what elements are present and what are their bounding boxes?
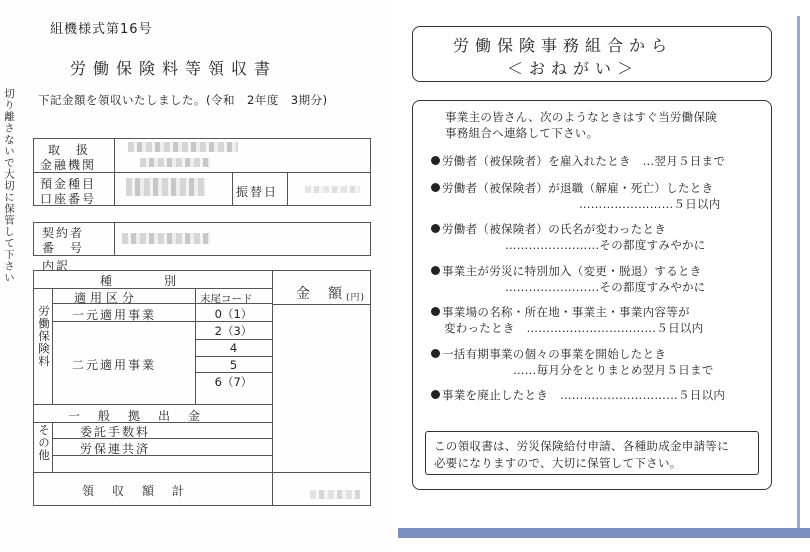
notice-item-close-business: 事業を廃止したとき …………………………５日以内 bbox=[431, 387, 725, 403]
notice-body-box bbox=[412, 100, 772, 490]
commission-label: 委託手数料 bbox=[80, 425, 151, 439]
redacted-transfer-date bbox=[305, 186, 360, 193]
intro-line-2: 事務組合へ連絡して下さい。 bbox=[445, 126, 599, 140]
notice-item-retire: 労働者（被保険者）が退職（解雇・死亡）したとき bbox=[431, 180, 713, 196]
end-code-header: 末尾コード bbox=[200, 293, 253, 305]
keep-receipt-box bbox=[425, 431, 759, 475]
notice-item-workplace-change: 事業場の名称・所在地・事業主・事業内容等が bbox=[431, 304, 690, 320]
end-code-cell: 0（1） bbox=[214, 307, 253, 321]
total-label: 領 収 額 計 bbox=[82, 484, 188, 498]
account-number-label: 口座番号 bbox=[40, 192, 97, 206]
keep-receipt-line-2: 必要になりますので、大切に保管して下さい。 bbox=[434, 456, 682, 470]
notice-item-hire: 労働者（被保険者）を雇入れたとき …翌月５日まで bbox=[431, 153, 725, 169]
notice-item-fixed-term-deadline: ……毎月分をとりまとめ翌月５日まで bbox=[513, 363, 714, 377]
end-code-cell: 6（7） bbox=[214, 375, 253, 389]
intro-line-1: 事業主の皆さん、次のようなときはすぐ当労働保険 bbox=[445, 110, 718, 124]
receipt-note: 下記金額を領収いたしました。(令和 2年度 3期分) bbox=[38, 93, 328, 107]
bullet-icon bbox=[431, 183, 440, 192]
notice-item-name-change: 労働者（被保険者）の氏名が変わったとき bbox=[431, 221, 666, 237]
category-header: 種 別 bbox=[100, 274, 181, 288]
mutual-aid-label: 労保連共済 bbox=[80, 442, 151, 456]
notice-item-fixed-term: 一括有期事業の個々の事業を開始したとき bbox=[431, 346, 666, 362]
dual-business-label: 二元適用事業 bbox=[72, 358, 157, 372]
bank-label-2: 金融機関 bbox=[40, 158, 97, 172]
bullet-icon bbox=[431, 266, 440, 275]
end-code-cell: 2（3） bbox=[214, 324, 253, 338]
notice-title: 労働保険事務組合から bbox=[453, 36, 674, 55]
contractor-label-2: 番 号 bbox=[42, 241, 85, 255]
end-code-cell: 4 bbox=[229, 341, 238, 355]
keep-safe-note: 切り離さないで大切に保管して下さい bbox=[3, 88, 15, 284]
insurance-vertical-label: 労働保険料 bbox=[37, 305, 51, 368]
bullet-icon bbox=[431, 390, 440, 399]
applied-category-header: 適用区分 bbox=[74, 291, 139, 305]
notice-item-workplace-change-deadline: 変わったとき ……………………………５日以内 bbox=[444, 321, 704, 335]
redacted-total-amount bbox=[310, 490, 360, 499]
notice-item-special-join-deadline: ……………………その都度すみやかに bbox=[505, 280, 706, 294]
deposit-type-label: 預金種目 bbox=[40, 177, 97, 191]
end-code-cell: 5 bbox=[229, 358, 238, 372]
keep-receipt-line-1: この領収書は、労災保険給付申請、各種助成金申請等に bbox=[434, 439, 729, 453]
general-contribution-label: 一 般 拠 出 金 bbox=[68, 409, 204, 423]
transfer-date-label: 振替日 bbox=[236, 185, 279, 199]
redacted-contractor-number bbox=[122, 233, 210, 244]
other-vertical-label: その他 bbox=[37, 424, 51, 462]
bullet-icon bbox=[431, 349, 440, 358]
receipt-page bbox=[0, 0, 395, 552]
page-edge-shadow bbox=[398, 528, 810, 538]
notice-subtitle: ＜おねがい＞ bbox=[507, 59, 640, 78]
bullet-icon bbox=[431, 156, 440, 165]
notice-item-name-change-deadline: ……………………その都度すみやかに bbox=[505, 238, 706, 252]
notice-title-box bbox=[412, 26, 772, 82]
unified-business-label: 一元適用事業 bbox=[72, 308, 157, 322]
redacted-bank-branch bbox=[140, 158, 210, 167]
redacted-bank-name bbox=[128, 142, 238, 152]
yen-unit: (円) bbox=[346, 293, 366, 303]
bullet-icon bbox=[431, 307, 440, 316]
notice-item-special-join: 事業主が労災に特別加入（変更・脱退）するとき bbox=[431, 263, 702, 279]
document-title: 労働保険料等領収書 bbox=[70, 59, 278, 78]
bank-label-1: 取 扱 bbox=[48, 143, 91, 157]
notice-page bbox=[398, 0, 810, 552]
breakdown-label: 内訳 bbox=[42, 259, 71, 273]
form-number: 組機様式第16号 bbox=[50, 22, 153, 37]
bullet-icon bbox=[431, 224, 440, 233]
contractor-label-1: 契約者 bbox=[42, 226, 85, 240]
notice-item-retire-deadline: ……………………５日以内 bbox=[579, 197, 721, 211]
redacted-account-number bbox=[126, 178, 206, 196]
amount-header: 金 額 bbox=[296, 286, 344, 302]
